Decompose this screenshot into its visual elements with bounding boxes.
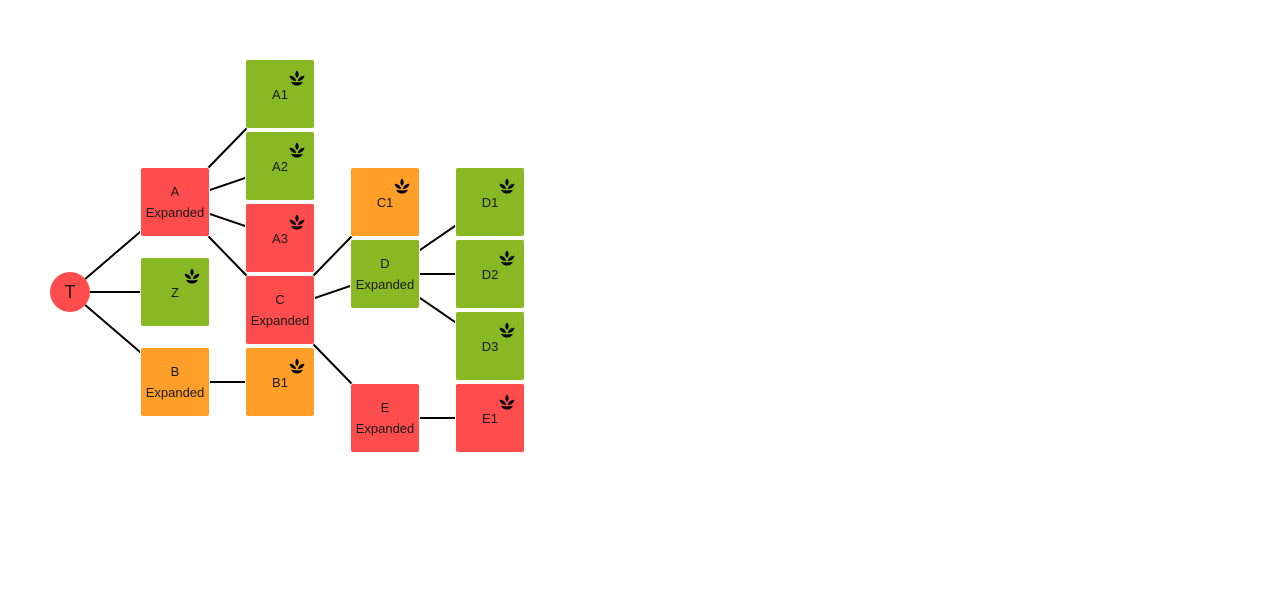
node-a[interactable] (141, 168, 209, 236)
node-label: B1 (272, 374, 288, 390)
node-label: E (380, 400, 390, 415)
node-status: Expanded (355, 277, 415, 292)
node-c[interactable] (246, 276, 314, 344)
node-a2[interactable] (246, 132, 314, 200)
node-label: T (64, 281, 76, 302)
node-a1[interactable] (246, 60, 314, 128)
edge-a-a1 (208, 128, 247, 168)
node-b[interactable] (141, 348, 209, 416)
edge-t-a (85, 231, 141, 279)
sprout-icon (288, 213, 306, 231)
node-label: A (170, 184, 180, 199)
edge-d-d3 (419, 297, 456, 322)
node-b1[interactable] (246, 348, 314, 416)
edge-c-d (314, 286, 351, 299)
node-label: A2 (272, 158, 288, 174)
edge-a-c (208, 236, 247, 276)
node-e1[interactable] (456, 384, 524, 452)
node-e[interactable] (351, 384, 419, 452)
node-c1[interactable] (351, 168, 419, 236)
sprout-icon (288, 357, 306, 375)
node-status: Expanded (145, 385, 205, 400)
node-label: D (380, 256, 390, 271)
node-label: D3 (481, 338, 499, 354)
sprout-icon (288, 69, 306, 87)
sprout-icon (498, 321, 516, 339)
node-label: C1 (376, 194, 394, 210)
node-status: Expanded (250, 313, 310, 328)
node-status: Expanded (145, 205, 205, 220)
node-label: Z (171, 284, 179, 300)
node-a3[interactable] (246, 204, 314, 272)
node-label: E1 (482, 410, 498, 426)
node-status: Expanded (355, 421, 415, 436)
edge-c-e (313, 344, 352, 384)
sprout-icon (288, 141, 306, 159)
sprout-icon (498, 393, 516, 411)
sprout-icon (393, 177, 411, 195)
sprout-icon (498, 249, 516, 267)
node-z[interactable] (141, 258, 209, 326)
node-label: B (170, 364, 180, 379)
node-label: A3 (272, 230, 288, 246)
node-label: D1 (481, 194, 499, 210)
node-label: D2 (481, 266, 499, 282)
edge-a-a2 (209, 178, 246, 191)
node-d1[interactable] (456, 168, 524, 236)
node-label: A1 (272, 86, 288, 102)
node-d3[interactable] (456, 312, 524, 380)
edge-a-a3 (209, 214, 246, 227)
edge-t-b (85, 305, 141, 353)
node-d2[interactable] (456, 240, 524, 308)
node-d[interactable] (351, 240, 419, 308)
sprout-icon (183, 267, 201, 285)
edge-c-c1 (313, 236, 352, 276)
edge-d-d1 (419, 225, 456, 250)
sprout-icon (498, 177, 516, 195)
node-label: C (275, 292, 285, 307)
root-node-t[interactable] (50, 272, 90, 312)
